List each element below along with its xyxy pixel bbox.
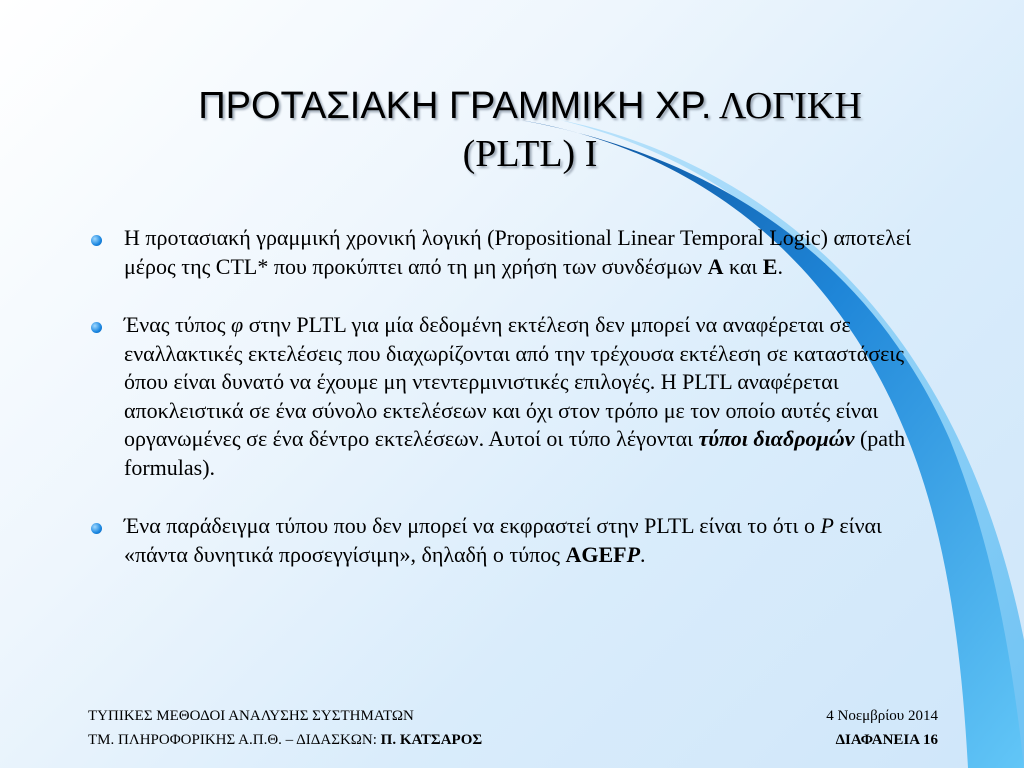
slide-number: ΔΙΑΦΑΝΕΙΑ 16	[835, 732, 938, 748]
bullet-dot-icon	[91, 523, 102, 534]
bullet-dot-icon	[91, 235, 102, 246]
bullet-dot-icon	[91, 322, 102, 333]
instructor-name: Π. ΚΑΤΣΑΡΟΣ	[380, 732, 483, 748]
department-instructor: ΤΜ. ΠΛΗΡΟΦΟΡΙΚΗΣ Α.Π.Θ. – ΔΙΔΑΣΚΩΝ: Π. ΚΑΤΣΑΡΟΣ	[88, 732, 483, 748]
title-line-2: (PLTL) I	[462, 133, 598, 175]
slide-footer	[88, 704, 938, 752]
slide-date: 4 Νοεμβρίου 2014	[826, 708, 938, 724]
bullet-item: Ένα παράδειγμα τύπου που δεν μπορεί να εκφραστεί στην PLTL είναι το ότι ο P είναι «πάντα δυνητικά προσεγγίσιμη», δηλαδή ο τύπος AGEFP.	[88, 512, 938, 569]
title-line-1-serif: ΛΟΓΙΚΗ	[718, 85, 862, 127]
title-line-1-sans: ΠΡΟΤΑΣΙΑΚΗ ΓΡΑΜΜΙΚΗ ΧΡ.	[198, 85, 712, 127]
bullet-item: Η προτασιακή γραμμική χρονική λογική (Propositional Linear Temporal Logic) αποτελεί μέρος της CTL* που προκύπτει από τη μη χρήση των συνδέσμων A και E.	[88, 224, 938, 281]
bullet-item: Ένας τύπος φ στην PLTL για μία δεδομένη εκτέλεση δεν μπορεί να αναφέρεται σε εναλλακτικές εκτελέσεις που διαχωρίζονται από την τρέχουσα εκτέλεση σε καταστάσεις όπου είναι δυνατό να έχουμε μη ντεντερμινιστικές επιλογές. Η PLTL αναφέρεται αποκλειστικά σε ένα σύνολο εκτελέσεων και όχι στον τρόπο με τον οποίο αυτές είναι οργανωμένες σε ένα δέντρο εκτελέσεων. Αυτοί οι τύπο λέγονται τύποι διαδρομών (path formulas).	[88, 311, 938, 482]
course-title: ΤΥΠΙΚΕΣ ΜΕΘΟΔΟΙ ΑΝΑΛΥΣΗΣ ΣΥΣΤΗΜΑΤΩΝ	[88, 708, 414, 724]
title-line-1	[90, 82, 970, 130]
slide-title	[90, 82, 970, 178]
bullet-list	[88, 224, 938, 599]
